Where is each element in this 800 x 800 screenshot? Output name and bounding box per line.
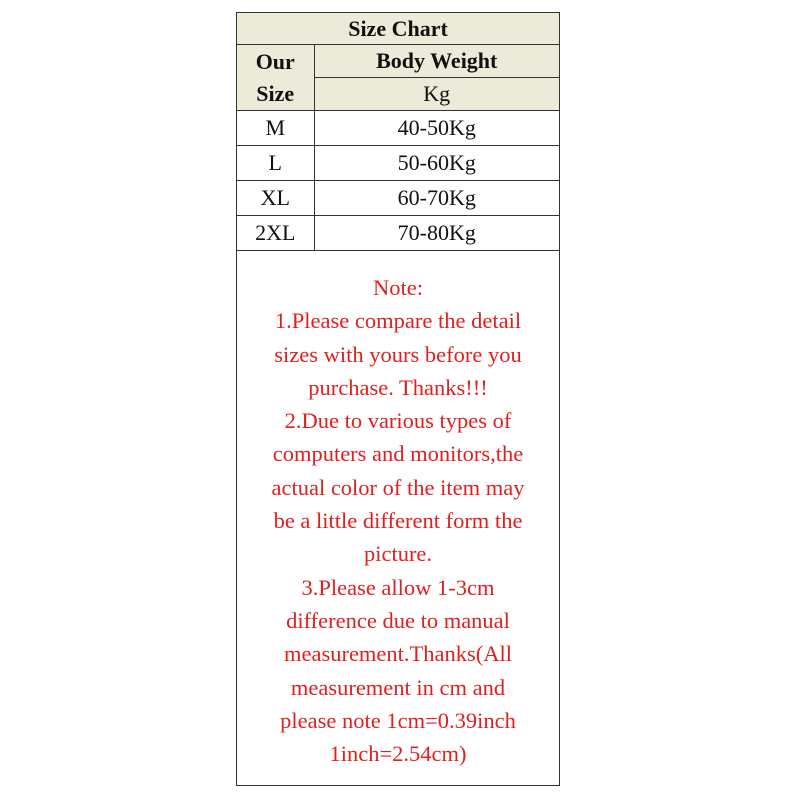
weight-cell: 60-70Kg: [314, 181, 559, 216]
table-row: [237, 111, 559, 146]
size-cell: XL: [237, 181, 314, 216]
note-line: difference due to manual: [286, 607, 510, 633]
note-line: measurement.Thanks(All: [283, 641, 513, 667]
note-line: 1.Please compare the detail: [274, 308, 522, 334]
note-line: 1inch=2.54cm): [329, 741, 467, 767]
note-line: 2.Due to various types of: [284, 408, 512, 434]
column-header-unit: Kg: [314, 78, 559, 111]
size-cell: 2XL: [237, 216, 314, 251]
table-title: Size Chart: [237, 13, 559, 45]
weight-cell: 40-50Kg: [314, 111, 559, 146]
table-row: [237, 216, 559, 251]
note-line: actual color of the item may: [271, 474, 525, 500]
size-cell: M: [237, 111, 314, 146]
note-line: measurement in cm and: [290, 674, 506, 700]
note-line: purchase. Thanks!!!: [308, 374, 488, 400]
table-row: [237, 181, 559, 216]
note-text: [237, 271, 559, 770]
table-row: [237, 146, 559, 181]
note-line: 3.Please allow 1-3cm: [301, 574, 495, 600]
size-cell: L: [237, 146, 314, 181]
weight-cell: 70-80Kg: [314, 216, 559, 251]
weight-cell: 50-60Kg: [314, 146, 559, 181]
note-line: sizes with yours before you: [274, 341, 522, 367]
column-header-size: Our Size: [237, 45, 314, 111]
size-chart-sheet: [236, 12, 560, 786]
note-line: picture.: [363, 541, 433, 567]
note-line: Note:: [373, 275, 423, 300]
size-table: [237, 13, 559, 251]
column-header-weight: Body Weight: [314, 45, 559, 78]
note-line: please note 1cm=0.39inch: [280, 707, 516, 733]
note-line: be a little different form the: [273, 508, 523, 534]
note-line: computers and monitors,the: [272, 441, 524, 467]
